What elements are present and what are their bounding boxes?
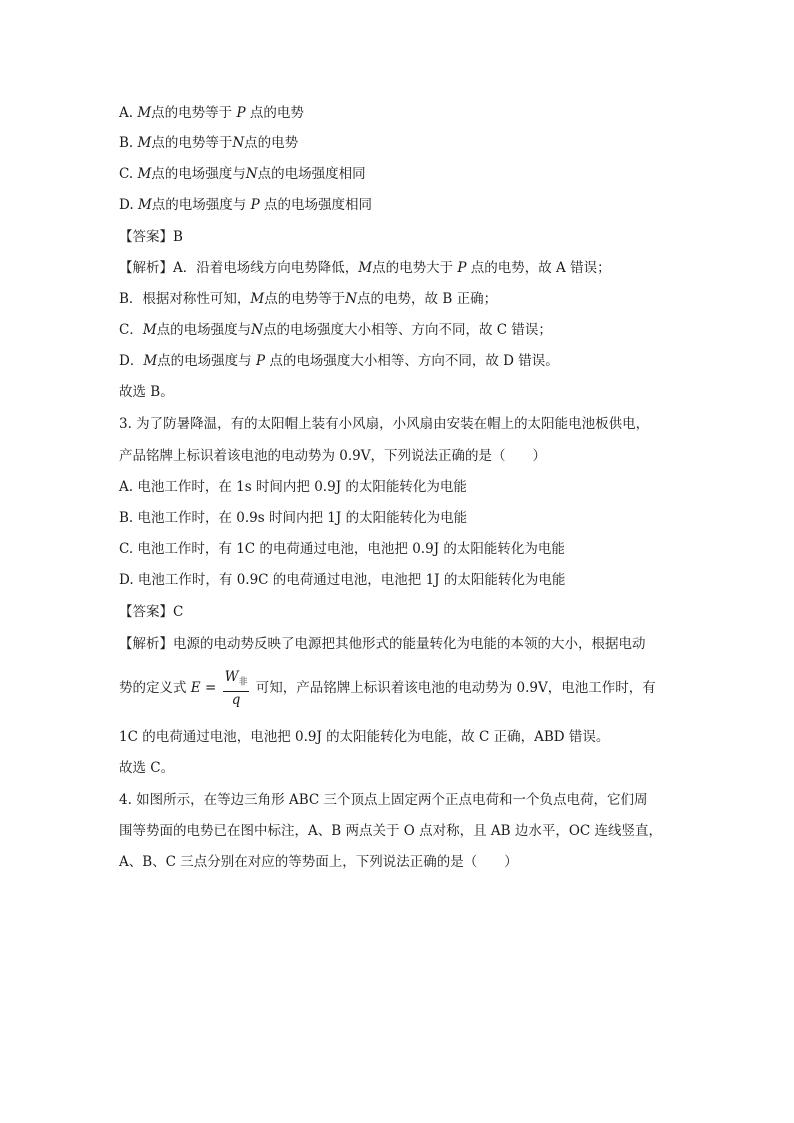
variable: M	[137, 166, 152, 182]
analysis-text: B．根据对称性可知，	[119, 291, 251, 307]
analysis-text: 点的电场强度大小相等、方向不同，故 C 错误；	[262, 322, 552, 338]
analysis-label: 【解析】	[119, 636, 173, 652]
option-prefix: B.	[119, 135, 138, 151]
analysis-text: 点的电势，故 B 正确；	[357, 291, 498, 307]
analysis-text: 点的电势等于	[264, 291, 346, 307]
q2-answer	[119, 227, 734, 247]
option-text: 点的电势	[244, 135, 299, 151]
variable: P	[255, 353, 266, 369]
analysis-text: 点的电场强度与	[156, 322, 252, 338]
q3-conclusion: 故选 C。	[119, 760, 175, 776]
answer-value: C	[173, 604, 184, 620]
option-text: 点的电势	[245, 105, 304, 121]
q3-option-c: C. 电池工作时，有 1C 的电荷通过电池，电池把 0.9J 的太阳能转化为电能	[119, 541, 565, 557]
variable: N	[232, 135, 245, 151]
formula-lhs: E	[190, 679, 201, 696]
q3-option-d: D. 电池工作时，有 0.9C 的电荷通过电池，电池把 1J 的太阳能转化为电能	[119, 572, 566, 588]
option-text: 点的电势等于	[151, 105, 237, 121]
q4-stem-line-2: 围等势面的电势已在图中标注，A、B 两点关于 O 点对称，且 AB 边水平，OC 连线竖直，	[119, 823, 663, 839]
q4-stem-line-1: 4. 如图所示，在等边三角形 ABC 三个顶点上固定两个正点电荷和一个负点电荷，它们周	[119, 792, 648, 808]
formula-fraction	[223, 669, 250, 708]
q2-analysis-line-3	[119, 320, 734, 340]
analysis-text: 点的电势大于	[372, 260, 458, 276]
option-text: 点的电势等于	[151, 135, 233, 151]
q3-option-b: B. 电池工作时，在 0.9s 时间内把 1J 的太阳能转化为电能	[119, 510, 468, 526]
analysis-text: 点的电场强度与	[157, 353, 256, 369]
formula-numerator	[223, 669, 250, 692]
formula-denominator: q	[231, 691, 241, 708]
q3-analysis-line-2	[119, 669, 734, 708]
numerator-subscript: 非	[238, 677, 248, 688]
analysis-text: C．	[119, 322, 143, 338]
option-text: 点的电场强度相同	[259, 197, 372, 213]
q4-stem-line-3: A、B、C 三点分别在对应的等势面上，下列说法正确的是（ ）	[119, 854, 518, 870]
q2-analysis-line-2	[119, 289, 734, 309]
analysis-label: 【解析】	[119, 260, 173, 276]
variable: N	[251, 322, 263, 338]
variable: M	[137, 105, 152, 121]
analysis-text: D．	[119, 353, 144, 369]
formula-equals: =	[200, 679, 221, 696]
option-prefix: D.	[119, 197, 138, 213]
variable: M	[143, 353, 158, 369]
answer-value: B	[173, 229, 183, 245]
q2-option-c	[119, 164, 734, 184]
q3-option-a: A. 电池工作时，在 1s 时间内把 0.9J 的太阳能转化为电能	[119, 479, 467, 495]
variable: P	[236, 105, 246, 121]
q2-option-d	[119, 195, 734, 215]
option-prefix: A.	[119, 105, 138, 121]
variable: P	[250, 197, 260, 213]
q3-analysis-line-3: 1C 的电荷通过电池，电池把 0.9J 的太阳能转化为电能，故 C 正确，ABD 错误。	[119, 729, 610, 745]
variable: M	[250, 291, 265, 307]
numerator-symbol: W	[224, 669, 239, 685]
analysis-text: 可知，产品铭牌上标识着该电池的电动势为 0.9V，电池工作时，有	[251, 679, 656, 696]
variable: M	[137, 135, 152, 151]
analysis-text: 点的电场强度大小相等、方向不同，故 D 错误。	[265, 353, 559, 369]
option-prefix: C.	[119, 166, 138, 182]
analysis-text: 势的定义式	[119, 679, 191, 696]
analysis-text: A．沿着电场线方向电势降低，	[173, 260, 359, 276]
q3-stem-line-1: 3. 为了防暑降温，有的太阳帽上装有小风扇，小风扇由安装在帽上的太阳能电池板供电，	[119, 416, 650, 432]
variable: N	[345, 291, 358, 307]
q2-analysis-line-4	[119, 351, 734, 371]
analysis-text: 电源的电动势反映了电源把其他形式的能量转化为电能的本领的大小，根据电动	[173, 636, 646, 652]
variable: M	[142, 322, 157, 338]
q2-analysis-line-1	[119, 258, 734, 278]
option-text: 点的电场强度相同	[257, 166, 366, 182]
q2-conclusion: 故选 B。	[119, 384, 174, 400]
q3-stem-line-2: 产品铭牌上标识着该电池的电动势为 0.9V，下列说法正确的是（ ）	[119, 448, 547, 464]
option-text: 点的电场强度与	[151, 197, 251, 213]
q2-option-b	[119, 133, 734, 153]
option-text: 点的电场强度与	[151, 166, 246, 182]
answer-label: 【答案】	[119, 604, 173, 620]
variable: N	[245, 166, 258, 182]
q3-analysis-line-1	[119, 634, 734, 654]
answer-label: 【答案】	[119, 229, 173, 245]
variable: P	[457, 260, 467, 276]
variable: M	[358, 260, 373, 276]
q3-answer	[119, 602, 734, 622]
q2-option-a	[119, 103, 734, 123]
analysis-text: 点的电势，故 A 错误；	[466, 260, 611, 276]
variable: M	[137, 197, 152, 213]
